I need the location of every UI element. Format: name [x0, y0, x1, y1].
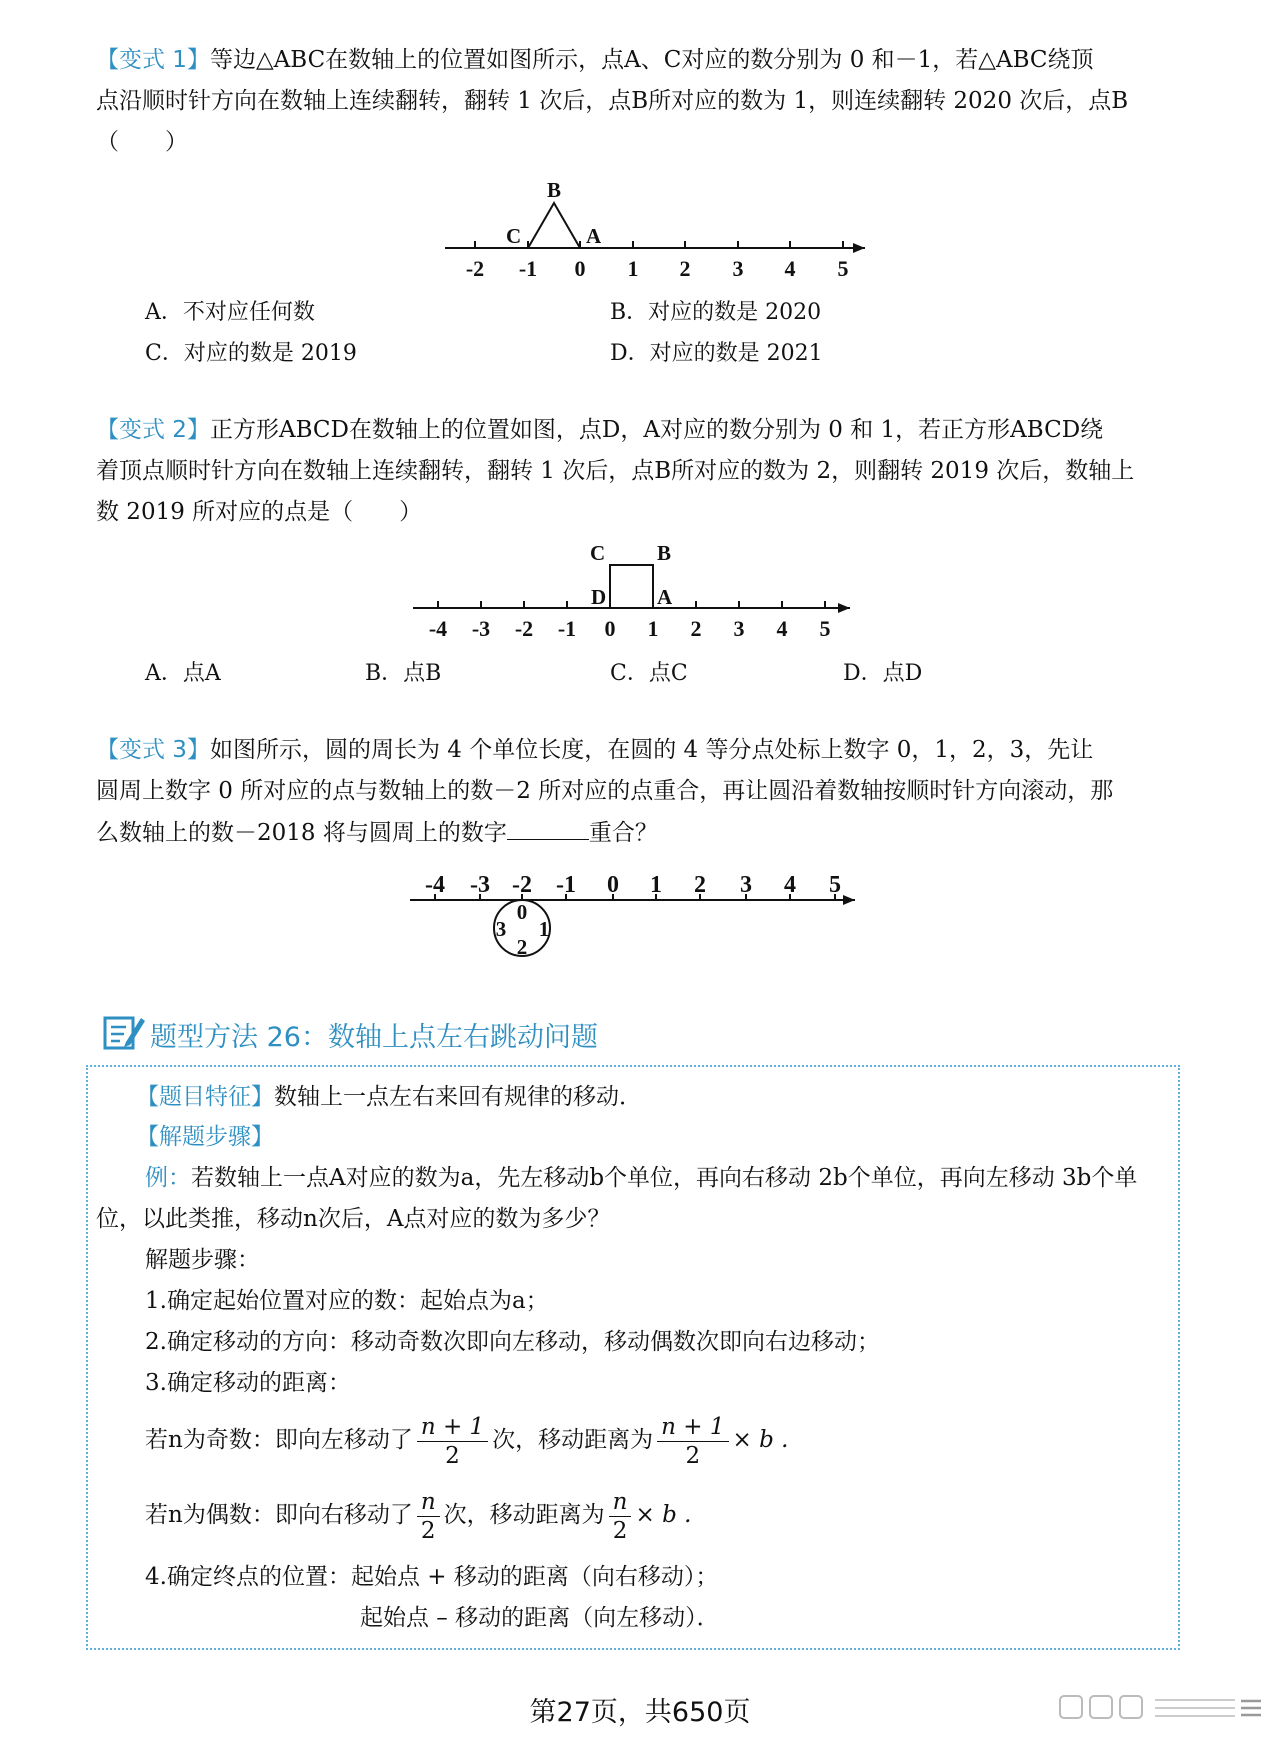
- svg-text:-1: -1: [518, 256, 538, 281]
- step-1: 1.确定起始位置对应的数：起始点为a；: [145, 1288, 549, 1314]
- svg-text:-3: -3: [471, 616, 491, 641]
- label-B: B: [657, 541, 672, 565]
- feature-line: 【题目特征】数轴上一点左右来回有规律的移动．: [136, 1084, 642, 1110]
- svg-text:5: 5: [837, 256, 849, 281]
- svg-text:4: 4: [776, 616, 788, 641]
- circle-label-3: 3: [495, 917, 507, 941]
- step-3: 3.确定移动的距离：: [145, 1370, 351, 1396]
- odd-case: 若n为奇数：即向左移动了 $\frac{n + 1}{2}$ 次，移动距离为 $\frac{n + 1}{2}$ × b .: [145, 1413, 789, 1469]
- svg-text:4: 4: [784, 872, 796, 898]
- v2-tag: 【变式 2】: [96, 417, 210, 443]
- svg-text:5: 5: [829, 872, 841, 898]
- v2-line-1: 【变式 2】正方形ABCD在数轴上的位置如图，点D，A对应的数分别为 0 和 1，若正方形ABCD绕: [96, 417, 1104, 443]
- square-abcd: [610, 565, 653, 608]
- even-case: 若n为偶数：即向右移动了 $\frac{n}{2}$ 次，移动距离为 $\frac{n}{2}$ × b .: [145, 1488, 692, 1544]
- reader-toolbar-icons[interactable]: [1055, 1692, 1265, 1724]
- step-2: 2.确定移动的方向：移动奇数次即向左移动，移动偶数次即向右边移动；: [145, 1329, 880, 1355]
- v2-line-3: 数 2019 所对应的点是（ ）: [96, 499, 423, 525]
- v2-option-b: B．点B: [365, 661, 442, 686]
- circle-label-0: 0: [516, 900, 528, 924]
- label-D: D: [591, 585, 607, 609]
- label-C: C: [590, 541, 606, 565]
- svg-text:4: 4: [784, 256, 796, 281]
- svg-text:-2: -2: [465, 256, 485, 281]
- v2-option-a: A．点A: [145, 661, 221, 686]
- circle-label-2: 2: [516, 935, 528, 959]
- triangle-abc: [528, 203, 580, 248]
- label-A: A: [657, 585, 673, 609]
- v1-option-d: D．对应的数是 2021: [610, 341, 823, 366]
- v2-figure: [405, 540, 865, 650]
- odd-fraction-2: $\frac{n + 1}{2}$: [657, 1413, 728, 1470]
- v1-option-a: A．不对应任何数: [145, 300, 315, 325]
- svg-text:3: 3: [732, 256, 744, 281]
- svg-text:1: 1: [650, 872, 662, 898]
- v2-line-2: 着顶点顺时针方向在数轴上连续翻转，翻转 1 次后，点B所对应的数为 2，则翻转 2019 次后，数轴上: [96, 458, 1135, 484]
- v3-line-1: 【变式 3】如图所示，圆的周长为 4 个单位长度，在圆的 4 等分点处标上数字 0，1，2，3，先让: [96, 737, 1094, 763]
- svg-text:2: 2: [690, 616, 702, 641]
- svg-text:-1: -1: [557, 616, 577, 641]
- even-fraction-1: $\frac{n}{2}$: [417, 1488, 440, 1545]
- v3-tick-labels: [425, 872, 841, 898]
- page-indicator: 第27页，共650页: [529, 1697, 751, 1728]
- svg-text:-2: -2: [512, 872, 532, 898]
- v1-line-2: 点沿顺时针方向在数轴上连续翻转，翻转 1 次后，点B所对应的数为 1，则连续翻转 2020 次后，点B: [96, 88, 1129, 114]
- v2-option-d: D．点D: [843, 661, 923, 686]
- v1-tick-labels: [466, 256, 849, 281]
- label-C: C: [506, 224, 522, 248]
- svg-text:-3: -3: [470, 872, 490, 898]
- svg-text:-2: -2: [514, 616, 534, 641]
- v2-option-c: C．点C: [610, 661, 688, 686]
- svg-text:3: 3: [740, 872, 752, 898]
- v1-figure: [430, 170, 880, 290]
- toolbar-tab-icons: [1060, 1696, 1142, 1718]
- svg-text:-1: -1: [556, 872, 576, 898]
- v1-tag: 【变式 1】: [96, 47, 210, 73]
- section-title: 题型方法 26：数轴上点左右跳动问题: [150, 1022, 598, 1053]
- step-4-a: 4.确定终点的位置：起始点 + 移动的距离（向右移动）；: [145, 1564, 719, 1590]
- svg-text:5: 5: [819, 616, 831, 641]
- label-B: B: [547, 178, 562, 202]
- answer-blank: [507, 817, 589, 840]
- v3-figure: [400, 860, 870, 970]
- example-tag: 例：: [145, 1165, 191, 1191]
- svg-text:2: 2: [679, 256, 691, 281]
- example-line-2: 位，以此类推，移动n次后，A点对应的数为多少？: [96, 1206, 611, 1232]
- v1-line-1: 【变式 1】等边△ABC在数轴上的位置如图所示，点A、C对应的数分别为 0 和－1，若△ABC绕顶: [96, 47, 1094, 73]
- svg-text:-4: -4: [425, 872, 445, 898]
- v1-option-b: B．对应的数是 2020: [610, 300, 822, 325]
- svg-text:0: 0: [604, 616, 616, 641]
- steps-heading: 解题步骤：: [145, 1247, 260, 1273]
- svg-text:0: 0: [574, 256, 586, 281]
- svg-text:2: 2: [694, 872, 706, 898]
- even-fraction-2: $\frac{n}{2}$: [609, 1488, 632, 1545]
- steps-tag: 【解题步骤】: [136, 1124, 274, 1150]
- step-4-b: 起始点 – 移动的距离（向左移动）．: [360, 1605, 720, 1631]
- svg-text:1: 1: [647, 616, 659, 641]
- odd-fraction-1: $\frac{n + 1}{2}$: [417, 1413, 488, 1470]
- svg-text:3: 3: [733, 616, 745, 641]
- v3-tag: 【变式 3】: [96, 737, 210, 763]
- notebook-pen-icon: [102, 1012, 146, 1052]
- svg-text:0: 0: [607, 872, 619, 898]
- v1-option-c: C．对应的数是 2019: [145, 341, 357, 366]
- svg-text:-4: -4: [428, 616, 448, 641]
- v1-line-3: （ ）: [96, 129, 188, 155]
- v2-tick-labels: [429, 616, 831, 641]
- label-A: A: [586, 224, 602, 248]
- v3-line-3: 么数轴上的数－2018 将与圆周上的数字 重合？: [96, 817, 658, 848]
- feature-tag: 【题目特征】: [136, 1084, 274, 1110]
- svg-text:1: 1: [627, 256, 639, 281]
- v2-ticks: [438, 601, 825, 608]
- v3-line-2: 圆周上数字 0 所对应的点与数轴上的数－2 所对应的点重合，再让圆沿着数轴按顺时针方向滚动，那: [96, 778, 1114, 804]
- menu-icon: [1241, 1701, 1261, 1715]
- circle-label-1: 1: [538, 917, 550, 941]
- example-line-1: 例：若数轴上一点A对应的数为a，先左移动b个单位，再向右移动 2b个单位，再向左移动 3b个单: [145, 1165, 1138, 1191]
